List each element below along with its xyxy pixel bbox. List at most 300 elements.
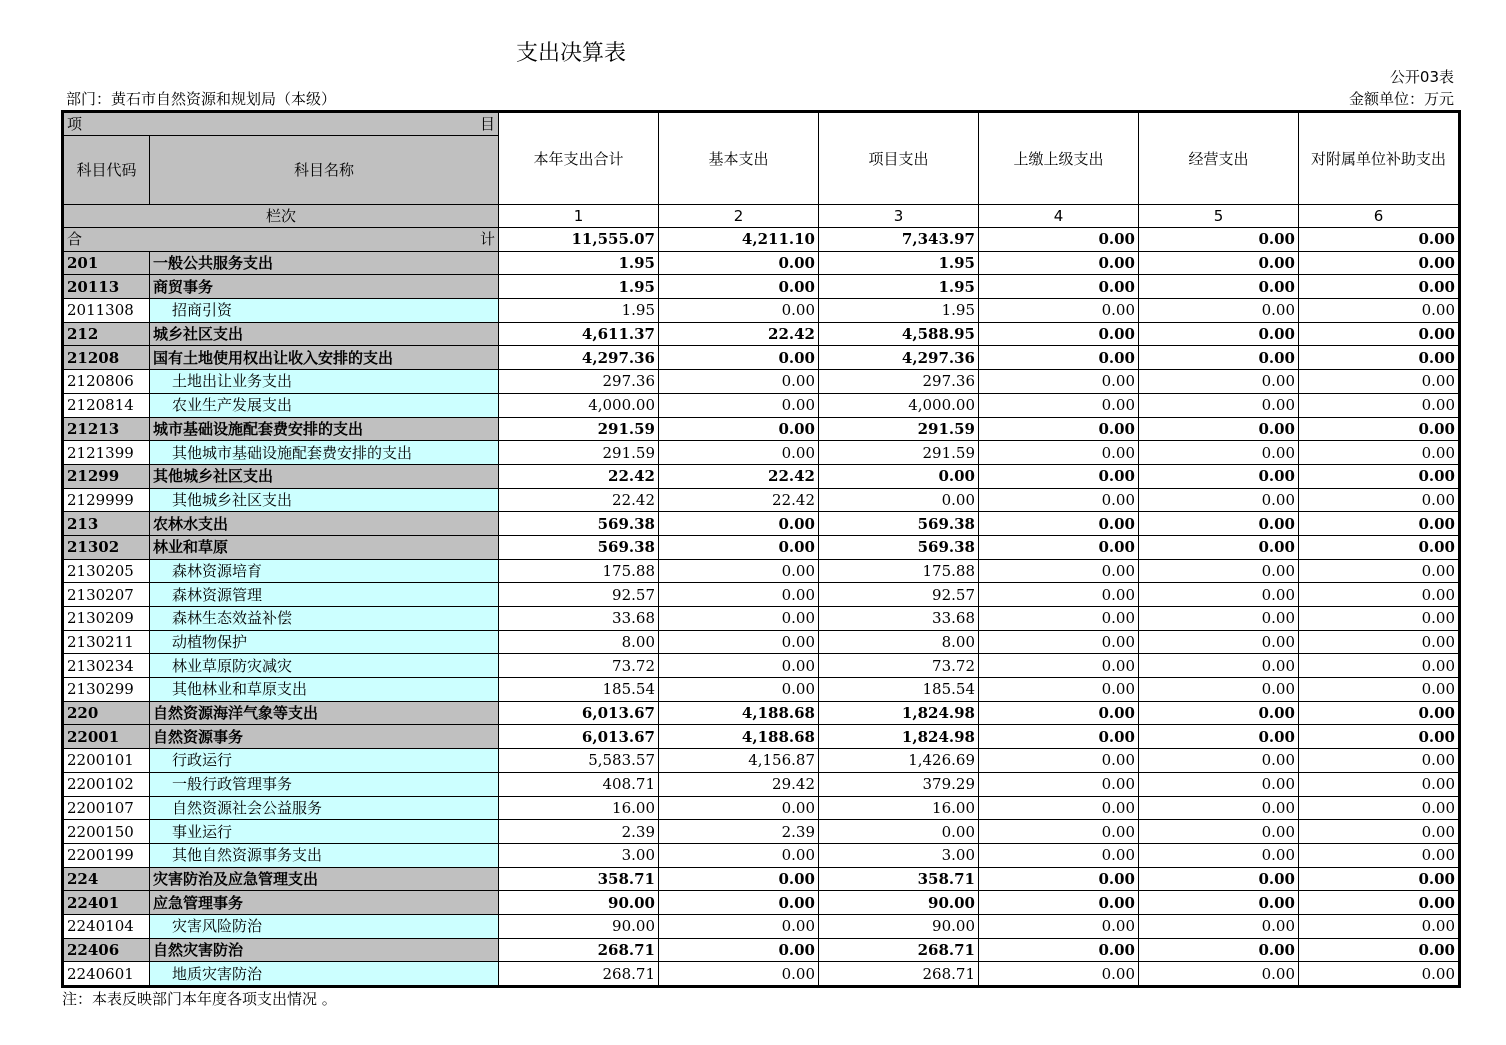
- amount-cell: 73.72: [499, 654, 659, 678]
- amount-cell: 0.00: [1139, 393, 1299, 417]
- amount-cell: 0.00: [1299, 725, 1460, 749]
- amount-cell: 0.00: [1139, 251, 1299, 275]
- table-row: [63, 820, 1460, 844]
- amount-cell: 0.00: [979, 701, 1139, 725]
- amount-cell: 92.57: [499, 583, 659, 607]
- amount-cell: 33.68: [819, 607, 979, 631]
- amount-cell: 6,013.67: [499, 725, 659, 749]
- amount-cell: 0.00: [979, 370, 1139, 394]
- table-row: [63, 370, 1460, 394]
- amount-cell: 0.00: [979, 820, 1139, 844]
- amount-cell: 90.00: [819, 914, 979, 938]
- amount-cell: 8.00: [819, 630, 979, 654]
- amount-cell: 0.00: [1139, 796, 1299, 820]
- subject-name: 土地出让业务支出: [150, 370, 499, 394]
- table-row: [63, 417, 1460, 441]
- amount-cell: 0.00: [659, 559, 819, 583]
- amount-cell: 569.38: [819, 535, 979, 559]
- amount-cell: 0.00: [659, 441, 819, 465]
- subject-code: 220: [63, 701, 150, 725]
- table-row: [63, 891, 1460, 915]
- subject-name: 应急管理事务: [150, 891, 499, 915]
- amount-cell: 297.36: [819, 370, 979, 394]
- amount-cell: 0.00: [979, 867, 1139, 891]
- amount-cell: 0.00: [979, 607, 1139, 631]
- table-row: [63, 559, 1460, 583]
- subject-name: 其他城乡社区支出: [150, 464, 499, 488]
- amount-cell: 4,297.36: [499, 346, 659, 370]
- amount-cell: 0.00: [1139, 370, 1299, 394]
- amount-cell: 0.00: [659, 275, 819, 299]
- col-header-remit: 上缴上级支出: [979, 112, 1139, 205]
- col-index-label: 栏次: [63, 205, 499, 228]
- amount-cell: 0.00: [659, 417, 819, 441]
- amount-cell: 0.00: [659, 583, 819, 607]
- amount-cell: 0.00: [659, 370, 819, 394]
- amount-cell: 175.88: [499, 559, 659, 583]
- amount-cell: 0.00: [1139, 843, 1299, 867]
- subject-code: 2130234: [63, 654, 150, 678]
- amount-cell: 408.71: [499, 772, 659, 796]
- amount-cell: 291.59: [499, 441, 659, 465]
- amount-cell: 0.00: [979, 417, 1139, 441]
- subject-code: 212: [63, 322, 150, 346]
- amount-cell: 0.00: [979, 346, 1139, 370]
- table-row: [63, 583, 1460, 607]
- table-row: [63, 678, 1460, 702]
- table-row: [63, 488, 1460, 512]
- amount-cell: 0.00: [1299, 535, 1460, 559]
- amount-cell: 0.00: [1299, 251, 1460, 275]
- amount-cell: 0.00: [1299, 607, 1460, 631]
- table-row: [63, 393, 1460, 417]
- amount-cell: 0.00: [1299, 891, 1460, 915]
- amount-cell: 291.59: [819, 417, 979, 441]
- amount-cell: 0.00: [659, 346, 819, 370]
- amount-cell: 0.00: [1299, 512, 1460, 536]
- subject-name: 农业生产发展支出: [150, 393, 499, 417]
- amount-cell: 0.00: [979, 535, 1139, 559]
- amount-cell: 0.00: [819, 488, 979, 512]
- table-row: [63, 630, 1460, 654]
- col-number: 2: [659, 205, 819, 228]
- header-code: 科目代码: [63, 136, 150, 205]
- col-number: 3: [819, 205, 979, 228]
- amount-cell: 175.88: [819, 559, 979, 583]
- table-row: [63, 535, 1460, 559]
- table-row: [63, 251, 1460, 275]
- header-item-cell: [63, 112, 499, 136]
- amount-cell: 0.00: [1139, 701, 1299, 725]
- amount-cell: 90.00: [499, 891, 659, 915]
- amount-cell: 0.00: [659, 914, 819, 938]
- amount-cell: 268.71: [499, 938, 659, 962]
- amount-cell: 0.00: [659, 843, 819, 867]
- amount-cell: 4,188.68: [659, 725, 819, 749]
- amount-cell: 0.00: [1299, 322, 1460, 346]
- amount-cell: 0.00: [1299, 441, 1460, 465]
- amount-cell: 0.00: [1299, 464, 1460, 488]
- amount-cell: 29.42: [659, 772, 819, 796]
- subject-name: 其他自然资源事务支出: [150, 843, 499, 867]
- table-row: [63, 796, 1460, 820]
- subject-name: 自然资源海洋气象等支出: [150, 701, 499, 725]
- amount-cell: 3.00: [499, 843, 659, 867]
- subject-code: 2240601: [63, 962, 150, 987]
- amount-cell: 0.00: [1139, 654, 1299, 678]
- amount-cell: 0.00: [979, 583, 1139, 607]
- table-row: [63, 962, 1460, 987]
- amount-cell: 4,588.95: [819, 322, 979, 346]
- footnote: 注：本表反映部门本年度各项支出情况 。: [62, 990, 337, 1008]
- amount-cell: 0.00: [659, 630, 819, 654]
- amount-cell: 185.54: [499, 678, 659, 702]
- amount-cell: 0.00: [1299, 393, 1460, 417]
- table-row: [63, 843, 1460, 867]
- total-label-right: 计: [479, 230, 495, 249]
- amount-cell: 0.00: [1299, 630, 1460, 654]
- amount-cell: 0.00: [659, 299, 819, 323]
- amount-cell: 33.68: [499, 607, 659, 631]
- amount-cell: 0.00: [979, 393, 1139, 417]
- amount-cell: 0.00: [1299, 749, 1460, 773]
- subject-code: 2200150: [63, 820, 150, 844]
- header-item-right: 目: [479, 115, 495, 133]
- amount-cell: 0.00: [1299, 701, 1460, 725]
- total-value: 0.00: [979, 228, 1139, 252]
- amount-cell: 0.00: [1299, 914, 1460, 938]
- header-row-index: [63, 205, 1460, 228]
- amount-cell: 3.00: [819, 843, 979, 867]
- amount-cell: 73.72: [819, 654, 979, 678]
- amount-cell: 0.00: [1139, 867, 1299, 891]
- subject-name: 自然灾害防治: [150, 938, 499, 962]
- amount-cell: 0.00: [1139, 441, 1299, 465]
- amount-cell: 0.00: [979, 749, 1139, 773]
- amount-cell: 0.00: [1139, 607, 1299, 631]
- subject-name: 城乡社区支出: [150, 322, 499, 346]
- total-value: 4,211.10: [659, 228, 819, 252]
- subject-code: 21208: [63, 346, 150, 370]
- amount-cell: 0.00: [1139, 299, 1299, 323]
- amount-cell: 1.95: [499, 299, 659, 323]
- subject-code: 2200107: [63, 796, 150, 820]
- amount-cell: 22.42: [499, 464, 659, 488]
- amount-cell: 0.00: [659, 867, 819, 891]
- amount-cell: 16.00: [499, 796, 659, 820]
- department-label: 部门：黄石市自然资源和规划局（本级）: [66, 90, 337, 108]
- table-row: [63, 867, 1460, 891]
- amount-cell: 0.00: [1139, 772, 1299, 796]
- amount-cell: 0.00: [659, 938, 819, 962]
- amount-cell: 0.00: [1139, 914, 1299, 938]
- amount-cell: 0.00: [979, 914, 1139, 938]
- subject-code: 2130209: [63, 607, 150, 631]
- subject-name: 城市基础设施配套费安排的支出: [150, 417, 499, 441]
- amount-cell: 0.00: [979, 630, 1139, 654]
- amount-cell: 268.71: [819, 962, 979, 987]
- amount-cell: 0.00: [1139, 488, 1299, 512]
- subject-code: 2130205: [63, 559, 150, 583]
- subject-name: 一般公共服务支出: [150, 251, 499, 275]
- amount-cell: 0.00: [1139, 559, 1299, 583]
- subject-code: 213: [63, 512, 150, 536]
- col-number: 4: [979, 205, 1139, 228]
- amount-cell: 0.00: [659, 962, 819, 987]
- amount-cell: 0.00: [1299, 843, 1460, 867]
- amount-cell: 0.00: [979, 891, 1139, 915]
- amount-cell: 22.42: [659, 322, 819, 346]
- amount-cell: 0.00: [1299, 654, 1460, 678]
- table-row: [63, 725, 1460, 749]
- amount-cell: 0.00: [1299, 488, 1460, 512]
- amount-cell: 379.29: [819, 772, 979, 796]
- amount-cell: 291.59: [499, 417, 659, 441]
- amount-cell: 0.00: [659, 891, 819, 915]
- amount-cell: 90.00: [819, 891, 979, 915]
- amount-cell: 0.00: [1299, 346, 1460, 370]
- amount-cell: 0.00: [979, 275, 1139, 299]
- amount-cell: 0.00: [819, 464, 979, 488]
- subject-name: 自然资源事务: [150, 725, 499, 749]
- amount-cell: 0.00: [1139, 820, 1299, 844]
- table-row: [63, 275, 1460, 299]
- subject-name: 自然资源社会公益服务: [150, 796, 499, 820]
- amount-cell: 569.38: [499, 512, 659, 536]
- amount-cell: 0.00: [979, 299, 1139, 323]
- col-number: 5: [1139, 205, 1299, 228]
- subject-name: 林业草原防灾减灾: [150, 654, 499, 678]
- amount-cell: 90.00: [499, 914, 659, 938]
- total-value: 7,343.97: [819, 228, 979, 252]
- col-header-operating: 经营支出: [1139, 112, 1299, 205]
- amount-cell: 0.00: [659, 535, 819, 559]
- subject-name: 动植物保护: [150, 630, 499, 654]
- amount-cell: 0.00: [1139, 346, 1299, 370]
- amount-cell: 358.71: [819, 867, 979, 891]
- subject-name: 行政运行: [150, 749, 499, 773]
- subject-code: 22406: [63, 938, 150, 962]
- page-title: 支出决算表: [516, 41, 627, 66]
- subject-name: 其他城市基础设施配套费安排的支出: [150, 441, 499, 465]
- table-row: [63, 701, 1460, 725]
- amount-cell: 0.00: [1139, 464, 1299, 488]
- subject-code: 2200101: [63, 749, 150, 773]
- col-header-basic: 基本支出: [659, 112, 819, 205]
- table-row: [63, 938, 1460, 962]
- amount-cell: 92.57: [819, 583, 979, 607]
- amount-unit-label: 金额单位：万元: [1348, 90, 1454, 108]
- subject-code: 2200199: [63, 843, 150, 867]
- amount-cell: 0.00: [659, 654, 819, 678]
- amount-cell: 0.00: [659, 796, 819, 820]
- col-header-total: 本年支出合计: [499, 112, 659, 205]
- amount-cell: 268.71: [499, 962, 659, 987]
- amount-cell: 0.00: [1299, 559, 1460, 583]
- total-value: 0.00: [1139, 228, 1299, 252]
- amount-cell: 22.42: [659, 488, 819, 512]
- amount-cell: 1.95: [499, 251, 659, 275]
- amount-cell: 0.00: [979, 464, 1139, 488]
- amount-cell: 1.95: [819, 275, 979, 299]
- total-label-cell: [63, 228, 499, 252]
- subject-code: 201: [63, 251, 150, 275]
- amount-cell: 0.00: [979, 559, 1139, 583]
- amount-cell: 268.71: [819, 938, 979, 962]
- amount-cell: 0.00: [1139, 322, 1299, 346]
- amount-cell: 8.00: [499, 630, 659, 654]
- table-row: [63, 441, 1460, 465]
- table-row: [63, 299, 1460, 323]
- total-value: 0.00: [1299, 228, 1460, 252]
- amount-cell: 0.00: [1299, 962, 1460, 987]
- amount-cell: 0.00: [1139, 583, 1299, 607]
- amount-cell: 0.00: [659, 251, 819, 275]
- table-row: [63, 607, 1460, 631]
- amount-cell: 6,013.67: [499, 701, 659, 725]
- amount-cell: 0.00: [979, 962, 1139, 987]
- amount-cell: 0.00: [1299, 417, 1460, 441]
- amount-cell: 22.42: [499, 488, 659, 512]
- header-name: 科目名称: [150, 136, 499, 205]
- subject-name: 林业和草原: [150, 535, 499, 559]
- subject-code: 21302: [63, 535, 150, 559]
- table-row: [63, 772, 1460, 796]
- amount-cell: 0.00: [1299, 796, 1460, 820]
- subject-code: 2240104: [63, 914, 150, 938]
- subject-name: 地质灾害防治: [150, 962, 499, 987]
- amount-cell: 4,000.00: [499, 393, 659, 417]
- amount-cell: 4,297.36: [819, 346, 979, 370]
- table-row: [63, 322, 1460, 346]
- amount-cell: 0.00: [1139, 417, 1299, 441]
- amount-cell: 0.00: [659, 607, 819, 631]
- amount-cell: 0.00: [659, 678, 819, 702]
- amount-cell: 0.00: [979, 251, 1139, 275]
- amount-cell: 0.00: [1299, 678, 1460, 702]
- amount-cell: 1.95: [819, 251, 979, 275]
- amount-cell: 0.00: [1139, 630, 1299, 654]
- amount-cell: 0.00: [1299, 867, 1460, 891]
- amount-cell: 4,188.68: [659, 701, 819, 725]
- amount-cell: 0.00: [1139, 749, 1299, 773]
- subject-code: 2200102: [63, 772, 150, 796]
- table-row: [63, 749, 1460, 773]
- amount-cell: 0.00: [979, 488, 1139, 512]
- amount-cell: 1.95: [819, 299, 979, 323]
- amount-cell: 0.00: [1299, 370, 1460, 394]
- amount-cell: 4,000.00: [819, 393, 979, 417]
- subject-code: 2130299: [63, 678, 150, 702]
- amount-cell: 0.00: [979, 796, 1139, 820]
- amount-cell: 0.00: [1139, 962, 1299, 987]
- subject-code: 2120806: [63, 370, 150, 394]
- amount-cell: 0.00: [1139, 678, 1299, 702]
- amount-cell: 0.00: [1299, 938, 1460, 962]
- amount-cell: 569.38: [499, 535, 659, 559]
- amount-cell: 0.00: [1299, 299, 1460, 323]
- table-row: [63, 464, 1460, 488]
- amount-cell: 0.00: [659, 512, 819, 536]
- table-row: [63, 346, 1460, 370]
- amount-cell: 0.00: [1139, 275, 1299, 299]
- amount-cell: 4,156.87: [659, 749, 819, 773]
- amount-cell: 4,611.37: [499, 322, 659, 346]
- amount-cell: 358.71: [499, 867, 659, 891]
- header-row-item: [63, 112, 1460, 136]
- amount-cell: 1.95: [499, 275, 659, 299]
- amount-cell: 1,824.98: [819, 701, 979, 725]
- subject-code: 22401: [63, 891, 150, 915]
- amount-cell: 0.00: [979, 938, 1139, 962]
- subject-code: 2129999: [63, 488, 150, 512]
- amount-cell: 16.00: [819, 796, 979, 820]
- amount-cell: 0.00: [1139, 535, 1299, 559]
- header-item-left: 项: [67, 115, 83, 133]
- subject-code: 2121399: [63, 441, 150, 465]
- form-number: 公开03表: [1389, 68, 1454, 86]
- col-header-subsidy: 对附属单位补助支出: [1299, 112, 1460, 205]
- amount-cell: 0.00: [1299, 583, 1460, 607]
- subject-name: 国有土地使用权出让收入安排的支出: [150, 346, 499, 370]
- amount-cell: 22.42: [659, 464, 819, 488]
- subject-code: 2120814: [63, 393, 150, 417]
- amount-cell: 0.00: [1139, 891, 1299, 915]
- amount-cell: 0.00: [979, 322, 1139, 346]
- subject-code: 21299: [63, 464, 150, 488]
- subject-name: 农林水支出: [150, 512, 499, 536]
- subject-name: 森林资源培育: [150, 559, 499, 583]
- total-row: [63, 228, 1460, 252]
- subject-name: 事业运行: [150, 820, 499, 844]
- amount-cell: 2.39: [499, 820, 659, 844]
- amount-cell: 1,426.69: [819, 749, 979, 773]
- subject-code: 224: [63, 867, 150, 891]
- amount-cell: 0.00: [979, 678, 1139, 702]
- amount-cell: 0.00: [979, 772, 1139, 796]
- expenditure-table: [61, 110, 1461, 988]
- subject-name: 森林资源管理: [150, 583, 499, 607]
- amount-cell: 0.00: [1299, 275, 1460, 299]
- amount-cell: 0.00: [1139, 725, 1299, 749]
- total-label-left: 合: [67, 230, 83, 249]
- subject-code: 21213: [63, 417, 150, 441]
- amount-cell: 0.00: [1299, 772, 1460, 796]
- amount-cell: 0.00: [659, 393, 819, 417]
- amount-cell: 1,824.98: [819, 725, 979, 749]
- subject-name: 森林生态效益补偿: [150, 607, 499, 631]
- col-header-project: 项目支出: [819, 112, 979, 205]
- amount-cell: 0.00: [1299, 820, 1460, 844]
- amount-cell: 569.38: [819, 512, 979, 536]
- amount-cell: 2.39: [659, 820, 819, 844]
- amount-cell: 0.00: [979, 725, 1139, 749]
- amount-cell: 185.54: [819, 678, 979, 702]
- amount-cell: 5,583.57: [499, 749, 659, 773]
- subject-name: 其他林业和草原支出: [150, 678, 499, 702]
- amount-cell: 291.59: [819, 441, 979, 465]
- subject-name: 一般行政管理事务: [150, 772, 499, 796]
- subject-code: 22001: [63, 725, 150, 749]
- subject-name: 其他城乡社区支出: [150, 488, 499, 512]
- subject-name: 灾害风险防治: [150, 914, 499, 938]
- table-row: [63, 914, 1460, 938]
- amount-cell: 297.36: [499, 370, 659, 394]
- amount-cell: 0.00: [1139, 938, 1299, 962]
- col-number: 6: [1299, 205, 1460, 228]
- table-row: [63, 512, 1460, 536]
- total-value: 11,555.07: [499, 228, 659, 252]
